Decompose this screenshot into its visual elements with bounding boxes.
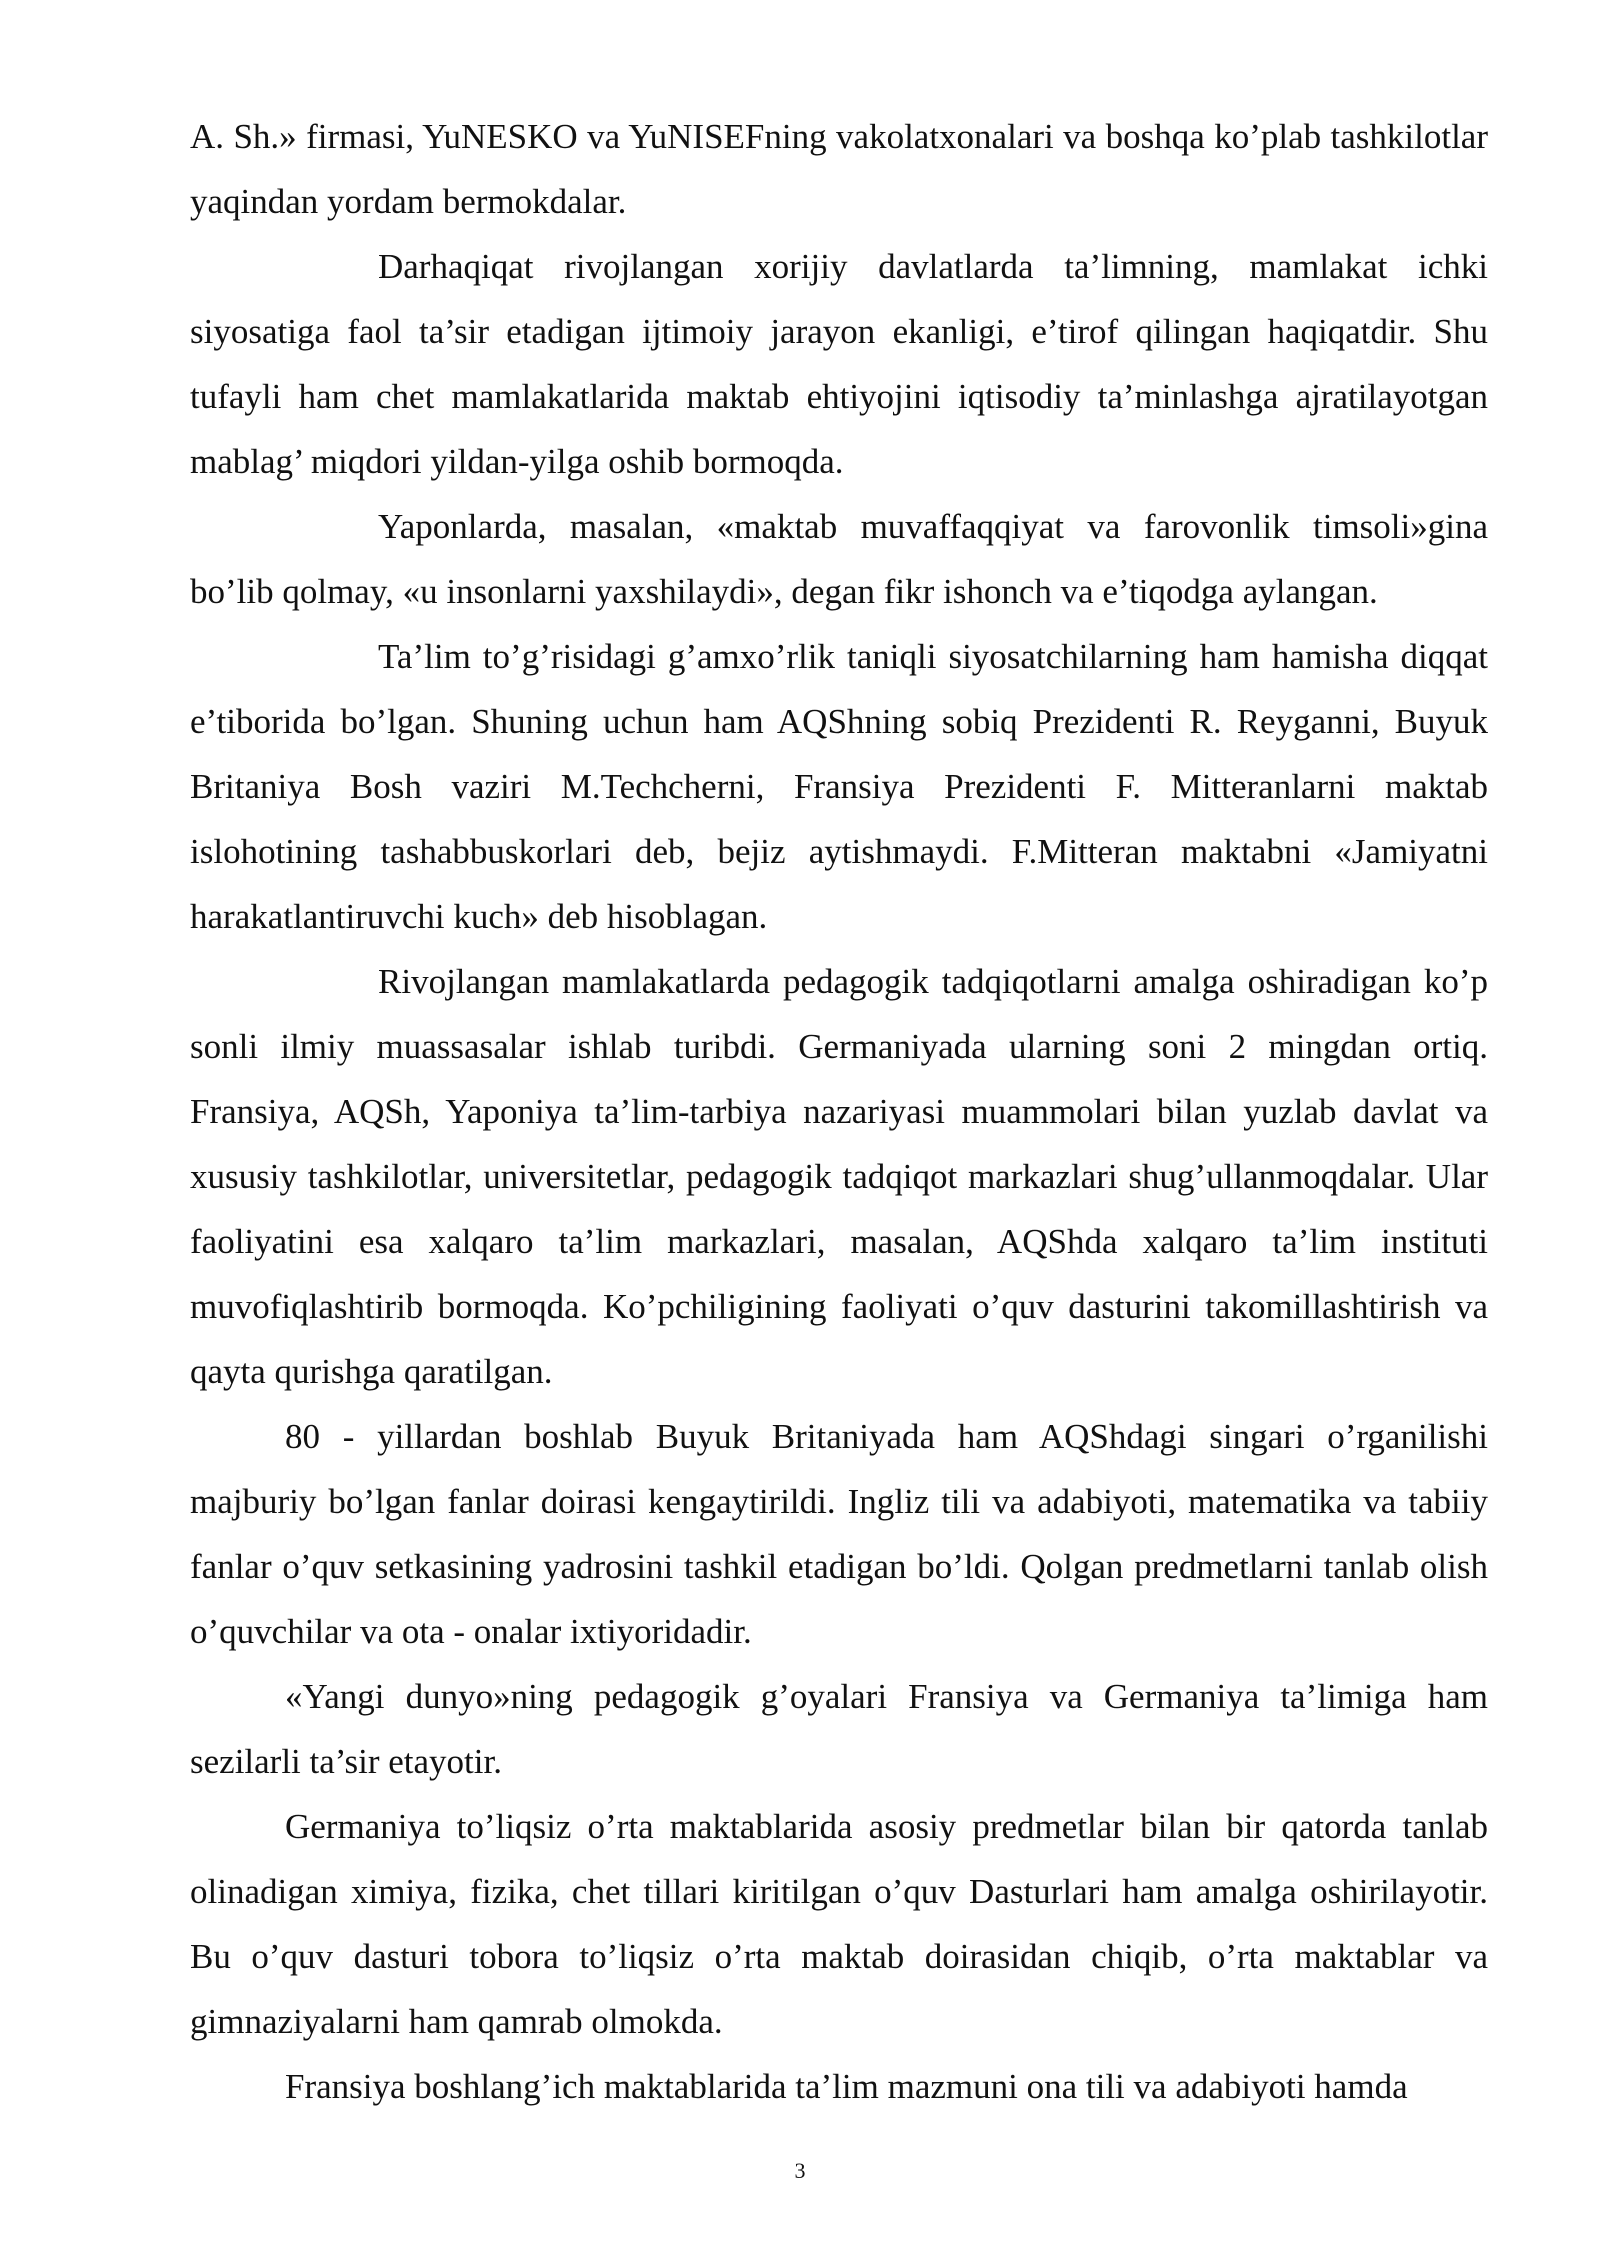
paragraph-8: Germaniya to’liqsiz o’rta maktablarida asosiy predmetlar bilan bir qatorda tanlab olinadigan ximiya, fizika, chet tillari kiritilgan o’quv Dasturlari ham amalga oshirilayotir. Bu o’quv dasturi tobora to’liqsiz o’rta maktab doirasidan chiqib, o’rta maktablar va gimnaziyalarni ham qamrab olmokda. — [190, 1807, 1488, 2041]
page-number: 3 — [794, 2158, 806, 2183]
paragraph-5: Rivojlangan mamlakatlarda pedagogik tadqiqotlarni amalga oshiradigan ko’p sonli ilmiy muassasalar ishlab turibdi. Germaniyada ularning soni 2 mingdan ortiq. Fransiya, AQSh, Yaponiya ta’lim-tarbiya nazariyasi muammolari bilan yuzlab davlat va xususiy tashkilotlar, universitetlar, pedagogik tadqiqot markazlari shug’ullanmoqdalar. Ular faoliyatini esa xalqaro ta’lim markazlari, masalan, AQShda xalqaro ta’lim instituti muvofiqlashtirib bormoqda. Ko’pchiligining faoliyati o’quv dasturini takomillashtirish va qayta qurishga qaratilgan. — [190, 962, 1488, 1391]
paragraph-6: 80 - yillardan boshlab Buyuk Britaniyada ham AQShdagi singari o’rganilishi majburiy bo’lgan fanlar doirasi kengaytirildi. Ingliz tili va adabiyoti, matematika va tabiiy fanlar o’quv setkasining yadrosini tashkil etadigan bo’ldi. Qolgan predmetlarni tanlab olish o’quvchilar va ota - onalar ixtiyoridadir. — [190, 1417, 1488, 1651]
paragraph-3: Yaponlarda, masalan, «maktab muvaffaqqiyat va farovonlik timsoli»gina bo’lib qolmay, «u insonlarni yaxshilaydi», degan fikr ishonch va e’tiqodga aylangan. — [190, 507, 1488, 611]
paragraph-2: Darhaqiqat rivojlangan xorijiy davlatlarda ta’limning, mamlakat ichki siyosatiga faol ta’sir etadigan ijtimoiy jarayon ekanligi, e’tirof qilingan haqiqatdir. Shu tufayli ham chet mamlakatlarida maktab ehtiyojini iqtisodiy ta’minlashga ajratilayotgan mablag’ miqdori yildan-yilga oshib bormoqda. — [190, 247, 1488, 481]
paragraph-4: Ta’lim to’g’risidagi g’amxo’rlik taniqli siyosatchilarning ham hamisha diqqat e’tiborida bo’lgan. Shuning uchun ham AQShning sobiq Prezidenti R. Reyganni, Buyuk Britaniya Bosh vaziri M.Techcherni, Fransiya Prezidenti F. Mitteranlarni maktab islohotining tashabbuskorlari deb, bejiz aytishmaydi. F.Mitteran maktabni «Jamiyatni harakatlantiruvchi kuch» deb hisoblagan. — [190, 637, 1488, 936]
document-body — [190, 104, 1488, 2119]
paragraph-1: A. Sh.» firmasi, YuNESKO va YuNISEFning vakolatxonalari va boshqa ko’plab tashkilotlar yaqindan yordam bermokdalar. — [190, 117, 1488, 221]
paragraph-9: Fransiya boshlang’ich maktablarida ta’lim mazmuni ona tili va adabiyoti hamda — [285, 2067, 1408, 2106]
paragraph-7: «Yangi dunyo»ning pedagogik g’oyalari Fransiya va Germaniya ta’limiga ham sezilarli ta’sir etayotir. — [190, 1677, 1488, 1781]
